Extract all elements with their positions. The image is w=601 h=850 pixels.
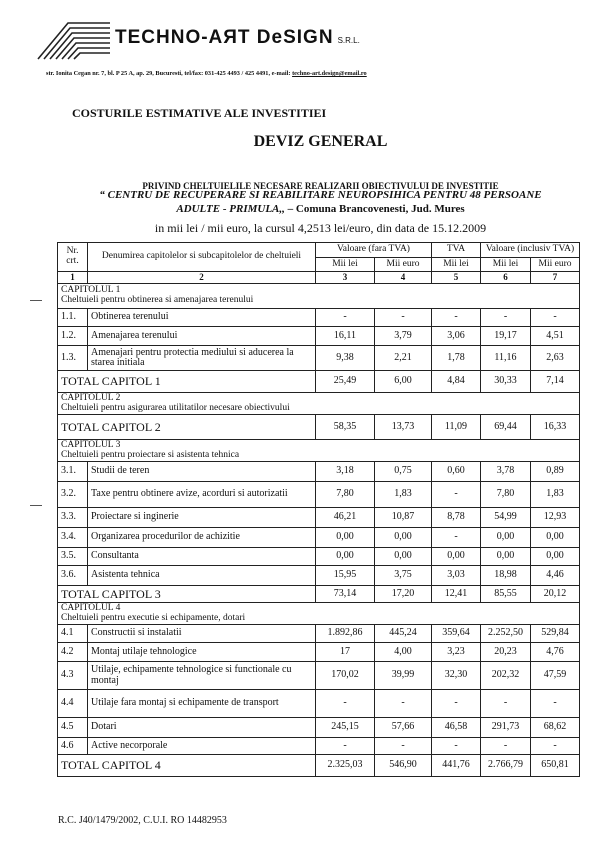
cell-incl-mii-euro: 1,83: [531, 482, 580, 508]
total-label: TOTAL CAPITOL 4: [58, 755, 316, 777]
cell-mii-lei: 170,02: [316, 662, 375, 690]
column-index: 3: [316, 272, 375, 284]
total-mii-euro: 6,00: [375, 371, 432, 393]
header-valoare-inclusiv-tva: Valoare (inclusiv TVA): [481, 243, 580, 258]
header-mii-lei: Mii lei: [316, 258, 375, 272]
email-link[interactable]: techno-art.design@email.ro: [292, 70, 367, 77]
table-row: [58, 566, 580, 586]
cell-incl-mii-lei: 0,00: [481, 528, 531, 548]
total-label: TOTAL CAPITOL 3: [58, 586, 316, 603]
row-number: 4.2: [58, 643, 88, 662]
row-label: Organizarea procedurilor de achizitie: [88, 528, 316, 548]
table-row: [58, 548, 580, 566]
table-row: [58, 482, 580, 508]
total-incl-mii-lei: 69,44: [481, 415, 531, 440]
cell-incl-mii-euro: 0,89: [531, 462, 580, 482]
row-label: Taxe pentru obtinere avize, acorduri si autorizatii: [88, 482, 316, 508]
cell-incl-mii-euro: 68,62: [531, 718, 580, 738]
cell-tva: -: [432, 482, 481, 508]
cell-tva: 3,03: [432, 566, 481, 586]
row-label: Utilaje fara montaj si echipamente de transport: [88, 690, 316, 718]
column-index: 7: [531, 272, 580, 284]
cell-mii-lei: 0,00: [316, 528, 375, 548]
row-number: 3.5.: [58, 548, 88, 566]
cell-mii-euro: 3,75: [375, 566, 432, 586]
column-index: 6: [481, 272, 531, 284]
table-row: [58, 690, 580, 718]
row-label: Asistenta tehnica: [88, 566, 316, 586]
table-row: [58, 738, 580, 755]
header-valoare-fara-tva: Valoare (fara TVA): [316, 243, 432, 258]
row-label: Dotari: [88, 718, 316, 738]
cell-tva: -: [432, 528, 481, 548]
cell-incl-mii-lei: 0,00: [481, 548, 531, 566]
document-subtitle: COSTURILE ESTIMATIVE ALE INVESTITIEI: [72, 106, 327, 120]
cell-incl-mii-lei: 18,98: [481, 566, 531, 586]
chapter-subtitle: Cheltuieli pentru asigurarea utilitatilor necesare obiectivului: [61, 402, 290, 413]
total-incl-mii-euro: 7,14: [531, 371, 580, 393]
total-incl-mii-euro: 650,81: [531, 755, 580, 777]
chapter-1-total-row: [58, 371, 580, 393]
cell-mii-euro: 0,75: [375, 462, 432, 482]
margin-mark: [30, 505, 42, 506]
cell-incl-mii-lei: 20,23: [481, 643, 531, 662]
cell-mii-euro: 3,79: [375, 327, 432, 346]
cell-incl-mii-euro: -: [531, 690, 580, 718]
exchange-rate-note: in mii lei / mii euro, la cursul 4,2513 lei/euro, din data de 15.12.2009: [154, 221, 487, 235]
cell-mii-euro: 0,00: [375, 528, 432, 548]
description-line-2: “ CENTRU DE RECUPERARE SI REABILITARE NEUROPSIHICA PENTRU 48 PERSOANE: [99, 189, 542, 201]
chapter-4-total-row: [58, 755, 580, 777]
cell-incl-mii-lei: -: [481, 690, 531, 718]
cell-mii-euro: -: [375, 690, 432, 718]
header-mii-lei: Mii lei: [432, 258, 481, 272]
cell-mii-lei: 16,11: [316, 327, 375, 346]
cell-incl-mii-lei: 11,16: [481, 346, 531, 371]
row-label: Studii de teren: [88, 462, 316, 482]
row-number: 4.5: [58, 718, 88, 738]
row-label: Utilaje, echipamente tehnologice si functionale cu montaj: [88, 662, 316, 690]
cell-incl-mii-lei: -: [481, 738, 531, 755]
row-label: Active necorporale: [88, 738, 316, 755]
row-number: 3.3.: [58, 508, 88, 528]
chapter-subtitle: Cheltuieli pentru executie si echipamente, dotari: [61, 612, 246, 623]
cell-mii-lei: 1.892,86: [316, 625, 375, 643]
cell-mii-lei: 9,38: [316, 346, 375, 371]
row-label: Montaj utilaje tehnologice: [88, 643, 316, 662]
row-label: Proiectare si inginerie: [88, 508, 316, 528]
total-tva: 12,41: [432, 586, 481, 603]
row-number: 4.6: [58, 738, 88, 755]
company-name: [115, 27, 360, 49]
cell-mii-euro: 0,00: [375, 548, 432, 566]
header-denumire: Denumirea capitolelor si subcapitolelor de cheltuieli: [88, 243, 316, 272]
company-name-text: TECHNO-AЯT DeSIGN: [115, 27, 334, 48]
cell-incl-mii-euro: 4,51: [531, 327, 580, 346]
cell-mii-euro: 445,24: [375, 625, 432, 643]
description-line-3-location: – Comuna Brancovenesti, Jud. Mures: [284, 203, 465, 215]
row-number: 1.3.: [58, 346, 88, 371]
column-index-row: [58, 272, 580, 284]
header-nr: Nr. crt.: [58, 243, 88, 272]
cell-tva: 0,60: [432, 462, 481, 482]
cell-mii-euro: -: [375, 309, 432, 327]
cell-tva: 359,64: [432, 625, 481, 643]
cell-incl-mii-lei: 19,17: [481, 327, 531, 346]
total-incl-mii-lei: 30,33: [481, 371, 531, 393]
company-suffix: S.R.L.: [337, 36, 360, 45]
cell-tva: 3,23: [432, 643, 481, 662]
chapter-title: CAPITOLUL 4: [61, 602, 121, 613]
margin-mark: [30, 300, 42, 301]
cell-mii-lei: -: [316, 690, 375, 718]
cell-incl-mii-euro: 47,59: [531, 662, 580, 690]
cell-mii-lei: 7,80: [316, 482, 375, 508]
cell-tva: 46,58: [432, 718, 481, 738]
row-label: Constructii si instalatii: [88, 625, 316, 643]
header-mii-euro: Mii euro: [531, 258, 580, 272]
column-index: 2: [88, 272, 316, 284]
table-row: [58, 346, 580, 371]
row-number: 3.4.: [58, 528, 88, 548]
chapter-subtitle: Cheltuieli pentru obtinerea si amenajarea terenului: [61, 295, 254, 305]
chapter-title: CAPITOLUL 3: [61, 439, 121, 450]
cell-tva: -: [432, 309, 481, 327]
total-mii-lei: 25,49: [316, 371, 375, 393]
cell-mii-euro: 57,66: [375, 718, 432, 738]
cell-tva: 8,78: [432, 508, 481, 528]
column-index: 4: [375, 272, 432, 284]
chapter-subtitle: Cheltuieli pentru proiectare si asistenta tehnica: [61, 449, 240, 460]
company-address: [46, 70, 367, 77]
row-number: 3.6.: [58, 566, 88, 586]
row-number: 3.1.: [58, 462, 88, 482]
cell-mii-lei: -: [316, 738, 375, 755]
chapter-2-total-row: [58, 415, 580, 440]
cell-mii-euro: 10,87: [375, 508, 432, 528]
total-tva: 11,09: [432, 415, 481, 440]
cell-incl-mii-euro: 529,84: [531, 625, 580, 643]
cell-incl-mii-lei: 2.252,50: [481, 625, 531, 643]
header-row: [58, 243, 580, 258]
total-mii-lei: 73,14: [316, 586, 375, 603]
cell-mii-euro: 39,99: [375, 662, 432, 690]
cell-mii-lei: 46,21: [316, 508, 375, 528]
description-line-3-project: ADULTE - PRIMULA,,: [176, 203, 285, 215]
table-row: [58, 643, 580, 662]
total-incl-mii-euro: 20,12: [531, 586, 580, 603]
cell-mii-lei: 3,18: [316, 462, 375, 482]
row-label: Amenajarea terenului: [88, 327, 316, 346]
total-incl-mii-lei: 2.766,79: [481, 755, 531, 777]
cell-tva: 32,30: [432, 662, 481, 690]
header-mii-euro: Mii euro: [375, 258, 432, 272]
chapter-3-total-row: [58, 586, 580, 603]
table-row: [58, 625, 580, 643]
total-mii-euro: 546,90: [375, 755, 432, 777]
cell-mii-lei: 245,15: [316, 718, 375, 738]
row-number: 4.4: [58, 690, 88, 718]
chapter-3-heading: [58, 440, 580, 462]
table-row: [58, 528, 580, 548]
cell-incl-mii-lei: 3,78: [481, 462, 531, 482]
cell-mii-lei: 17: [316, 643, 375, 662]
total-mii-lei: 58,35: [316, 415, 375, 440]
chapter-title: CAPITOLUL 2: [61, 392, 121, 403]
chapter-2-heading: [58, 393, 580, 415]
cell-incl-mii-euro: 0,00: [531, 528, 580, 548]
cell-tva: -: [432, 738, 481, 755]
cell-mii-euro: -: [375, 738, 432, 755]
cell-incl-mii-euro: 0,00: [531, 548, 580, 566]
cell-incl-mii-euro: -: [531, 738, 580, 755]
registration-footer: R.C. J40/1479/2002, C.U.I. RO 14482953: [58, 815, 227, 826]
cell-incl-mii-lei: 291,73: [481, 718, 531, 738]
cell-mii-euro: 4,00: [375, 643, 432, 662]
description-line-3: [0, 203, 601, 215]
cell-incl-mii-lei: 202,32: [481, 662, 531, 690]
cell-incl-mii-euro: 4,46: [531, 566, 580, 586]
total-mii-lei: 2.325,03: [316, 755, 375, 777]
row-label: Consultanta: [88, 548, 316, 566]
total-incl-mii-lei: 85,55: [481, 586, 531, 603]
cell-tva: 0,00: [432, 548, 481, 566]
table-row: [58, 508, 580, 528]
header-mii-lei: Mii lei: [481, 258, 531, 272]
cell-mii-euro: 2,21: [375, 346, 432, 371]
description-line-1: PRIVIND CHELTUIELILE NECESARE REALIZARII OBIECTIVULUI DE INVESTITIE: [142, 181, 499, 191]
cell-incl-mii-euro: 12,93: [531, 508, 580, 528]
row-label: Amenajari pentru protectia mediului si aducerea la starea initiala: [88, 346, 316, 371]
table-row: [58, 327, 580, 346]
cost-table: [57, 242, 580, 777]
table-row: [58, 462, 580, 482]
chapter-1-heading: [58, 284, 580, 309]
total-label: TOTAL CAPITOL 1: [58, 371, 316, 393]
cell-tva: -: [432, 690, 481, 718]
column-index: 1: [58, 272, 88, 284]
cell-mii-euro: 1,83: [375, 482, 432, 508]
cell-mii-lei: -: [316, 309, 375, 327]
cell-incl-mii-euro: 4,76: [531, 643, 580, 662]
chapter-4-heading: [58, 603, 580, 625]
cell-tva: 1,78: [432, 346, 481, 371]
total-label: TOTAL CAPITOL 2: [58, 415, 316, 440]
row-number: 3.2.: [58, 482, 88, 508]
cell-mii-lei: 0,00: [316, 548, 375, 566]
total-tva: 4,84: [432, 371, 481, 393]
address-text: str. Ionita Cegan nr. 7, bl. P 25 A, ap. 29, Bucuresti, tel/fax: 031-425 4493 / 425 4491, e-mail:: [46, 70, 291, 77]
cell-incl-mii-euro: 2,63: [531, 346, 580, 371]
table-row: [58, 662, 580, 690]
total-tva: 441,76: [432, 755, 481, 777]
total-incl-mii-euro: 16,33: [531, 415, 580, 440]
row-number: 1.1.: [58, 309, 88, 327]
document-title: DEVIZ GENERAL: [253, 133, 388, 150]
cell-tva: 3,06: [432, 327, 481, 346]
row-number: 4.1: [58, 625, 88, 643]
header-tva: TVA: [432, 243, 481, 258]
cell-incl-mii-lei: -: [481, 309, 531, 327]
cell-incl-mii-euro: -: [531, 309, 580, 327]
cell-incl-mii-lei: 54,99: [481, 508, 531, 528]
row-number: 4.3: [58, 662, 88, 690]
chapter-title: CAPITOLUL 1: [61, 285, 121, 296]
table-row: [58, 309, 580, 327]
total-mii-euro: 17,20: [375, 586, 432, 603]
table-row: [58, 718, 580, 738]
column-index: 5: [432, 272, 481, 284]
total-mii-euro: 13,73: [375, 415, 432, 440]
row-number: 1.2.: [58, 327, 88, 346]
row-label: Obtinerea terenului: [88, 309, 316, 327]
cell-incl-mii-lei: 7,80: [481, 482, 531, 508]
cell-mii-lei: 15,95: [316, 566, 375, 586]
